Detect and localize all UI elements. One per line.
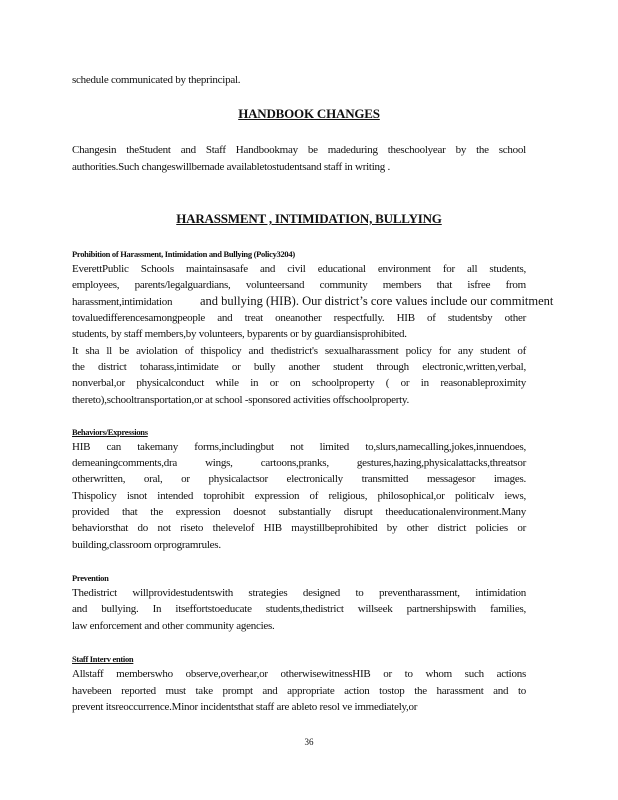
staff-intervention-line: havebeen reported must take prompt and appropriate action tostop the harassment and to bbox=[72, 685, 526, 697]
handbook-line: authorities.Such changeswillbemade availabletostudentsand staff in writing . bbox=[72, 161, 391, 173]
handbook-line: Changesin theStudent and Staff Handbookmay be madeduring theschoolyear by the school bbox=[72, 144, 526, 156]
prevention-subheading: Prevention bbox=[72, 573, 109, 583]
behaviors-line: otherwritten, oral, or physicalactsor electronically transmitted messagesor images. bbox=[72, 473, 526, 485]
behaviors-line: provided that the expression doesnot substantially disrupt theeducationalenvironment.Many bbox=[72, 506, 526, 518]
prohibition-line: nonverbal,or physicalconduct while in or on schoolproperty ( or in reasonableproximity bbox=[72, 377, 526, 389]
prohibition-line: EverettPublic Schools maintainsasafe and civil educational environment for all students, bbox=[72, 263, 526, 275]
prohibition-line: students, by staff members,by volunteers, byparents or by guardiansisprohibited. bbox=[72, 328, 407, 340]
prohibition-line: tovaluedifferencesamongpeople and treat oneanother respectfully. HIB of studentsby other bbox=[72, 312, 526, 324]
prohibition-line: It sha ll be aviolation of thispolicy and thedistrict's sexualharassment policy for any student of bbox=[72, 345, 526, 357]
behaviors-subheading: Behaviors/Expressions bbox=[72, 427, 148, 437]
prevention-line: law enforcement and other community agencies. bbox=[72, 620, 275, 632]
staff-intervention-line: Allstaff memberswho observe,overhear,or otherwisewitnessHIB or to whom such actions bbox=[72, 668, 526, 680]
behaviors-line: building,classroom orprogramrules. bbox=[72, 539, 221, 551]
prohibition-line: harassment,intimidation bbox=[72, 296, 173, 308]
harassment-heading: HARASSMENT , INTIMIDATION, BULLYING bbox=[176, 211, 442, 226]
behaviors-line: behaviorsthat do not riseto thelevelof HIB maystillbeprohibited by other district policies or bbox=[72, 522, 526, 534]
behaviors-line: demeaningcomments,dra wings, cartoons,pranks, gestures,hazing,physicalattacks,threatsor bbox=[72, 457, 526, 469]
behaviors-line: Thispolicy isnot intended toprohibit expression of religious, philosophical,or politicalv iews, bbox=[72, 490, 526, 502]
prohibition-line: the district toharass,intimidate or bully another student through electronic,written,verbal, bbox=[72, 361, 526, 373]
prevention-line: and bullying. In itseffortstoeducate students,thedistrict willseek partnershipswith families, bbox=[72, 603, 526, 615]
prohibition-subheading: Prohibition of Harassment, Intimidation and Bullying (Policy3204) bbox=[72, 249, 295, 259]
prevention-line: Thedistrict willprovidestudentswith strategies designed to preventharassment, intimidation bbox=[72, 587, 526, 599]
prohibition-line: employees, parents/legalguardians, volunteersand community members that isfree from bbox=[72, 279, 526, 291]
prohibition-line-large: and bullying (HIB). Our district’s core values include our commitment bbox=[200, 294, 554, 308]
staff-intervention-subheading: Staff Interv ention bbox=[72, 654, 134, 664]
staff-intervention-line: prevent itsreoccurrence.Minor incidentsthat staff are ableto resol ve immediately,or bbox=[72, 701, 418, 713]
page-number: 36 bbox=[304, 737, 314, 747]
behaviors-line: HIB can takemany forms,includingbut not limited to,slurs,namecalling,jokes,innuendoes, bbox=[72, 441, 526, 453]
handbook-changes-heading: HANDBOOK CHANGES bbox=[238, 106, 380, 121]
prohibition-line: thereto),schooltransportation,or at school -sponsored activities offschoolproperty. bbox=[72, 394, 409, 406]
intro-line: schedule communicated by theprincipal. bbox=[72, 74, 241, 86]
